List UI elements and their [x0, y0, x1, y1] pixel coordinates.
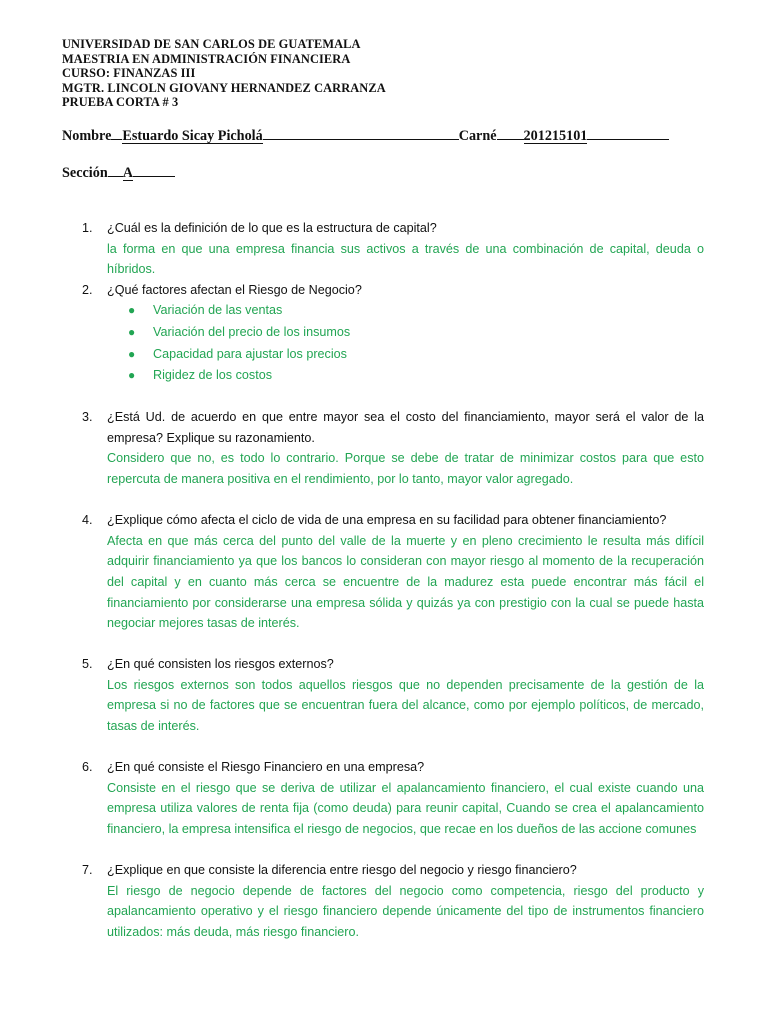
question-number: 1.	[82, 221, 93, 235]
bullet-text: Capacidad para ajustar los precios	[153, 346, 347, 361]
section-row	[62, 165, 175, 182]
spacer	[82, 634, 704, 655]
spacer	[82, 839, 704, 860]
answer-text: El riesgo de negocio depende de factores del negocio como competencia, riesgo del producto y apalancamiento operativo y el riesgo financiero depende únicamente del tipo de instrumentos financiero utilizados: más deuda, más riesgo financiero.	[107, 883, 704, 939]
name-underline-lead	[111, 139, 122, 140]
question-number: 5.	[82, 657, 93, 672]
list-item	[107, 365, 704, 387]
header-test-title: PRUEBA CORTA # 3	[62, 95, 179, 110]
question-3	[82, 407, 704, 489]
bullet-text: Variación de las ventas	[153, 303, 283, 318]
carne-value: 201215101	[523, 128, 588, 144]
header-professor: MGTR. LINCOLN GIOVANY HERNANDEZ CARRANZA	[62, 80, 386, 95]
answer-text: Considero que no, es todo lo contrario. Porque se debe de tratar de minimizar costos para que esto repercuta de manera positiva en el rendimiento, por lo tanto, mayor valor agregado.	[107, 451, 704, 487]
name-value: Estuardo Sicay Picholá	[122, 128, 263, 144]
question-5	[82, 654, 704, 736]
question-text: ¿Explique cómo afecta el ciclo de vida de una empresa en su facilidad para obtener financiamiento?	[107, 513, 667, 528]
answer-text: Afecta en que más cerca del punto del valle de la muerte y en pleno crecimiento le resulta más difícil adquirir financiamiento ya que los bancos lo consideran con mayor riesgo al momento de la recuperación del capital y en cuanto más cerca se encuentre de la madurez esta puede encontrar más fácil el financiamiento por considerarse una empresa sólida y quizás ya con prestigio con la cual se puede hasta negociar mejores tasas de interés.	[107, 533, 704, 631]
spacer	[82, 490, 704, 511]
answer-text: la forma en que una empresa financia sus activos a través de una combinación de capital, deuda o híbridos.	[107, 241, 704, 277]
seccion-underline-tail	[133, 176, 175, 177]
question-number: 3.	[82, 410, 93, 425]
question-list	[82, 218, 704, 942]
question-text: ¿En qué consisten los riesgos externos?	[107, 657, 334, 672]
list-item	[107, 300, 704, 322]
question-text: ¿Explique en que consiste la diferencia entre riesgo del negocio y riesgo financiero?	[107, 862, 577, 877]
list-item	[107, 344, 704, 366]
question-text: ¿En qué consiste el Riesgo Financiero en una empresa?	[107, 760, 425, 775]
question-4	[82, 510, 704, 634]
header-university: UNIVERSIDAD DE SAN CARLOS DE GUATEMALA	[62, 37, 361, 51]
list-item	[107, 322, 704, 344]
question-text: ¿Está Ud. de acuerdo en que entre mayor sea el costo del financiamiento, mayor será el valor de la empresa? Explique su razonamiento.	[107, 410, 704, 445]
bullet-text: Rigidez de los costos	[153, 368, 273, 383]
seccion-value: A	[122, 165, 133, 181]
question-text: ¿Cuál es la definición de lo que es la estructura de capital?	[107, 221, 437, 235]
carne-underline-lead	[497, 139, 524, 140]
name-label: Nombre	[62, 128, 112, 144]
answer-text: Los riesgos externos son todos aquellos riesgos que no dependen precisamente de la gestión de la empresa si no de factores que se encuentran fuera del alcance, como por ejemplo políticos, de mercado, tasas de interés.	[107, 677, 704, 733]
seccion-underline-lead	[108, 176, 123, 177]
spacer	[82, 737, 704, 758]
carne-label: Carné	[458, 128, 497, 144]
header-course: CURSO: FINANZAS III	[62, 66, 196, 81]
seccion-label: Sección	[62, 165, 108, 181]
bullet-icon: ●	[128, 368, 136, 383]
carne-underline-tail	[587, 139, 669, 140]
question-text: ¿Qué factores afectan el Riesgo de Negocio?	[107, 282, 362, 297]
bullet-icon: ●	[128, 324, 136, 339]
question-7	[82, 860, 704, 942]
question-2	[82, 280, 704, 387]
bullet-icon: ●	[128, 303, 136, 318]
name-underline-tail	[263, 139, 459, 140]
question-1	[82, 218, 704, 280]
question-number: 2.	[82, 282, 93, 297]
bullet-icon: ●	[128, 346, 136, 361]
question-number: 6.	[82, 760, 93, 775]
question-number: 4.	[82, 513, 93, 528]
question-number: 7.	[82, 862, 93, 877]
question-6	[82, 757, 704, 839]
answer-text: Consiste en el riesgo que se deriva de utilizar el apalancamiento financiero, el cual existe cuando una empresa utiliza valores de renta fija (como deuda) para reunir capital, Cuando se crea el apalancamiento financiero, la empresa intensifica el riesgo de negocios, que recae en los dueños de las accione comunes	[107, 780, 704, 836]
document-header	[62, 37, 386, 110]
header-program: MAESTRIA EN ADMINISTRACIÓN FINANCIERA	[62, 51, 351, 66]
spacer	[82, 387, 704, 408]
bullet-text: Variación del precio de los insumos	[153, 324, 351, 339]
answer-bullet-list	[107, 300, 704, 386]
student-name-row	[62, 128, 669, 145]
